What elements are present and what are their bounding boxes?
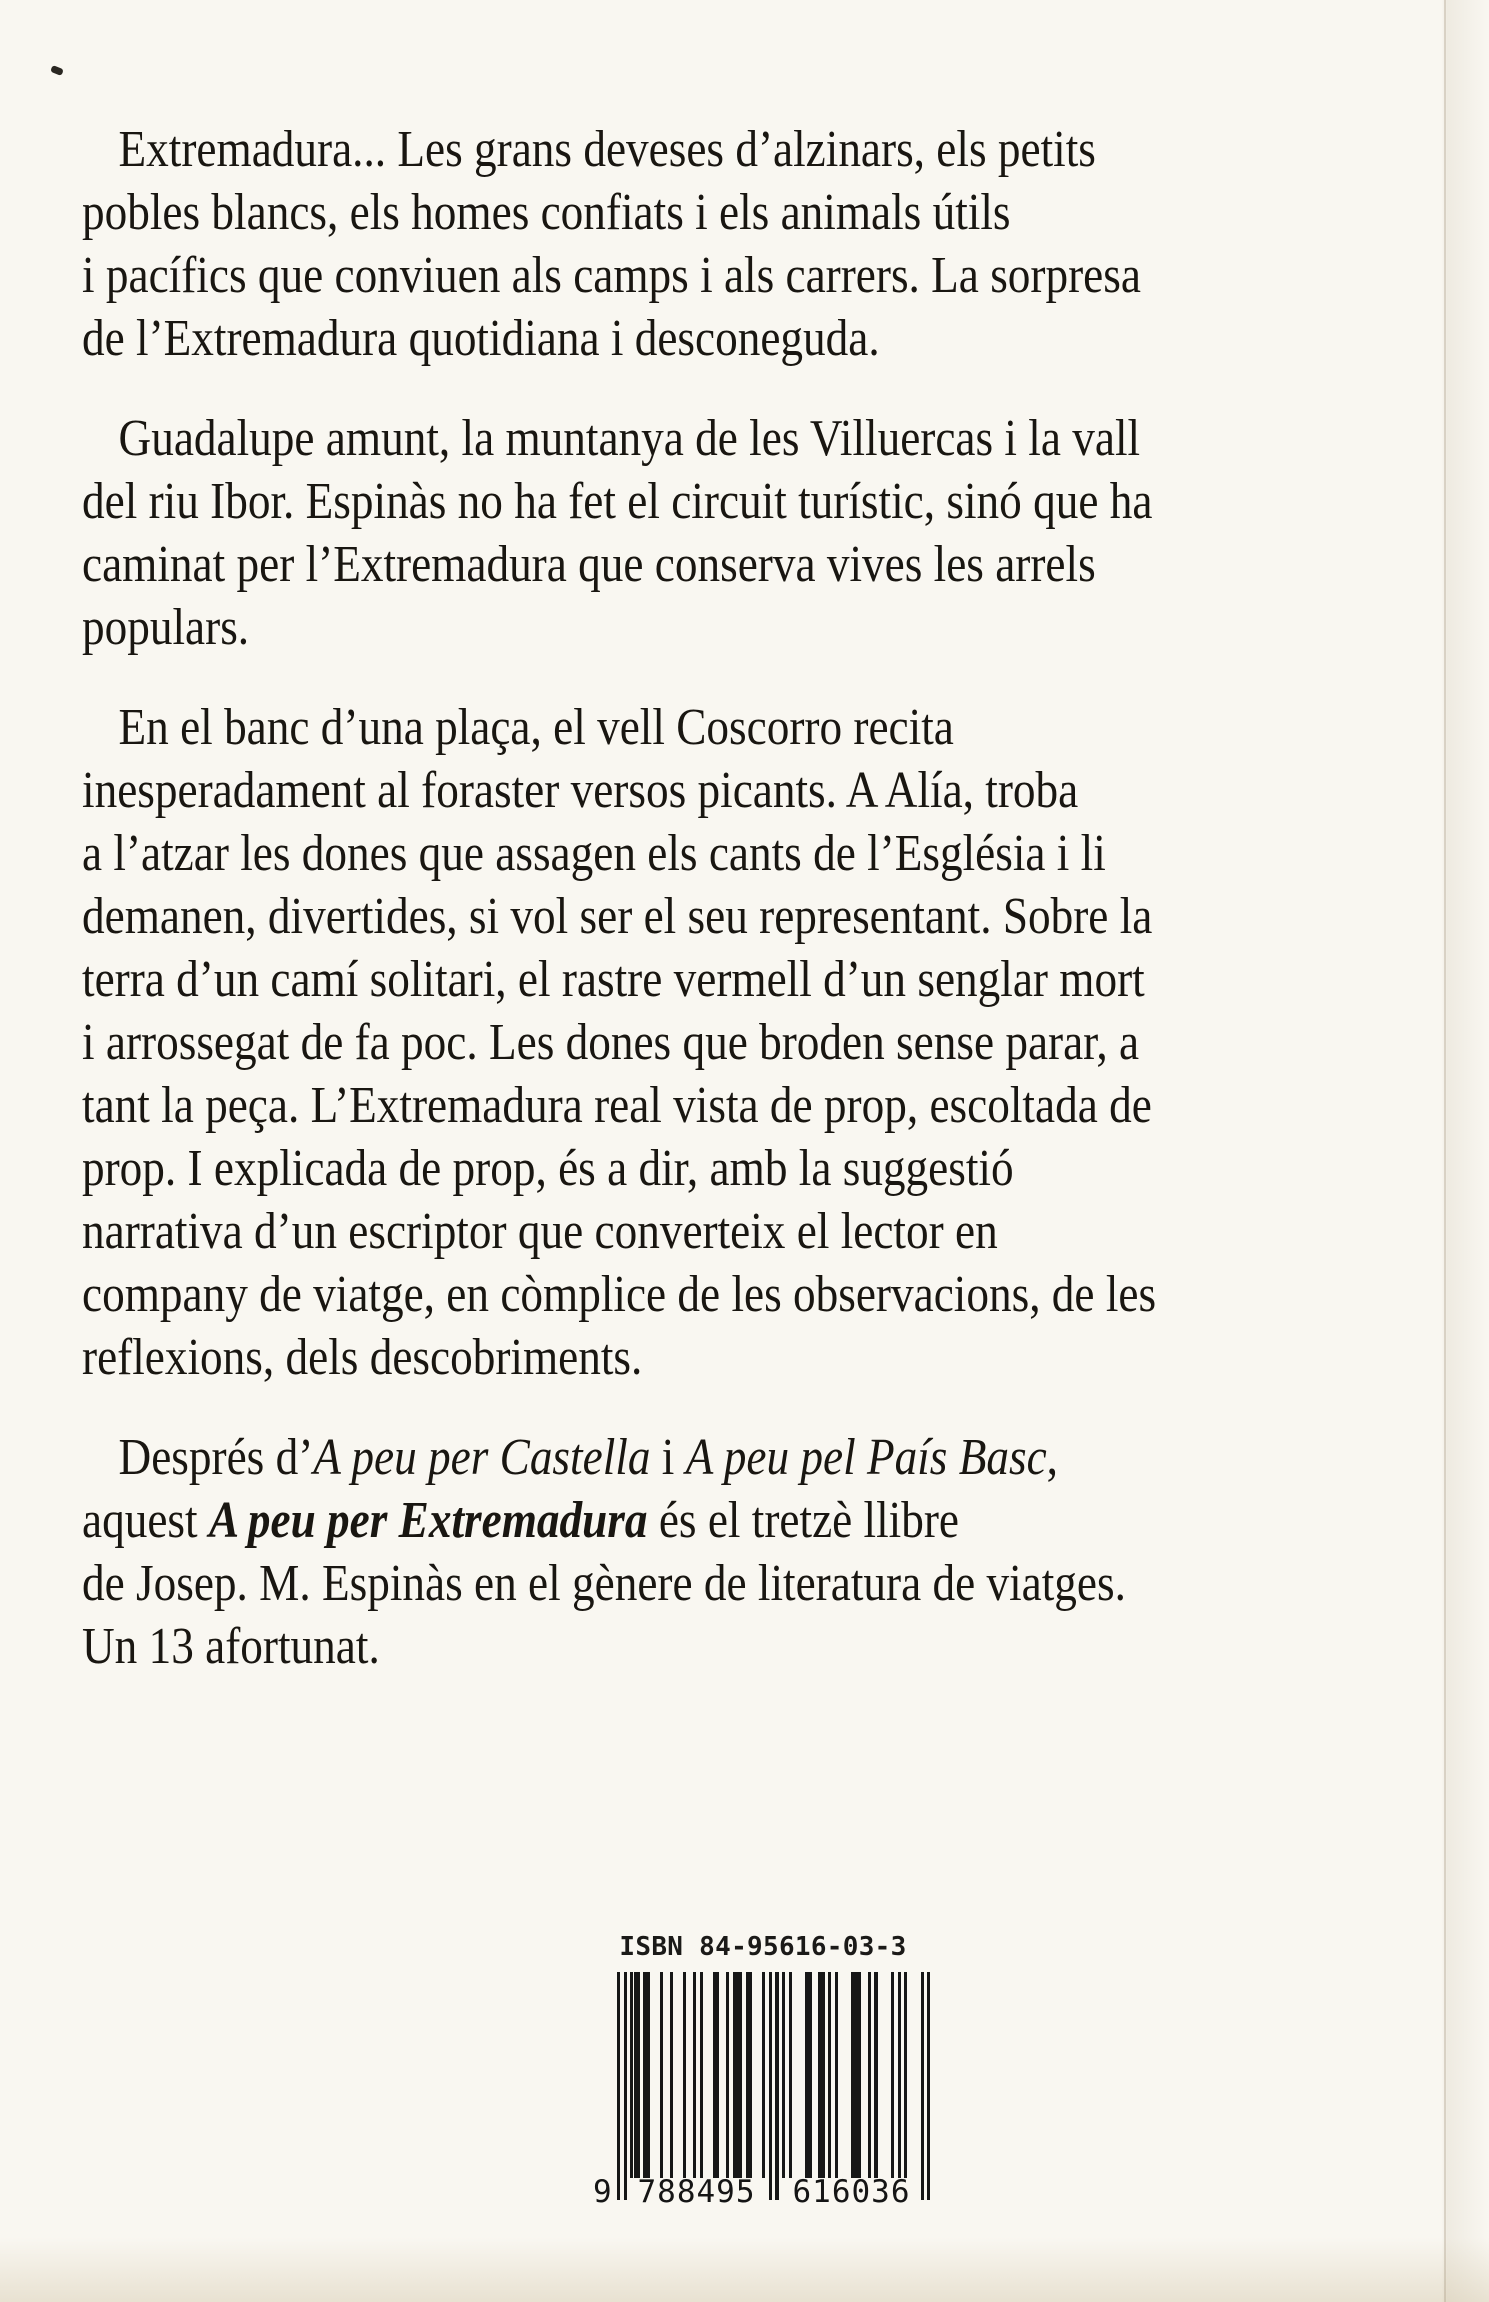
text-line [82,244,1274,307]
barcode-bar [822,1972,825,2178]
isbn-label: ISBN 84-95616-03-3 [619,1932,907,1962]
text-segment: reflexions, dels descobriments. [82,1329,643,1386]
barcode-bar [868,1972,871,2178]
barcode-bar [858,1972,861,2178]
barcode-digit-group-2: 616036 [792,2174,911,2210]
text-line [82,1552,1274,1615]
barcode-bar [624,1972,627,2200]
text-segment: i arrossegat de fa poc. Les dones que broden sense parar, a [82,1014,1140,1071]
barcode-bar [808,1972,811,2178]
text-line [82,1263,1274,1326]
text-segment: demanen, divertides, si vol ser el seu representant. Sobre la [82,888,1153,945]
text-segment: a l’atzar les dones que assagen els cants de l’Església i li [82,825,1106,882]
barcode-bar [749,1972,752,2178]
barcode-bar [898,1972,901,2178]
barcode-digit-left: 9 [593,2174,612,2210]
barcode-bar [891,1972,894,2178]
barcode-bar [637,1972,640,2178]
text-segment: inesperadament al foraster versos picants. A Alía, troba [82,762,1079,819]
text-line [82,1426,1274,1489]
text-segment: és el tretzè llibre [647,1492,960,1549]
barcode-bar [904,1972,907,2178]
text-segment: Després d’ [118,1429,314,1486]
text-segment: i pacífics que conviuen als camps i als carrers. La sorpresa [82,247,1141,304]
text-line [82,1326,1274,1389]
text-segment: pobles blancs, els homes confiats i els animals útils [82,184,1011,241]
barcode-bar [660,1972,663,2178]
text-segment: tant la peça. L’Extremadura real vista de prop, escoltada de [82,1077,1152,1134]
text-line [82,1615,1274,1678]
barcode-bar [716,1972,719,2178]
text-segment: caminat per l’Extremadura que conserva vives les arrels [82,536,1096,593]
barcode-bar [693,1972,696,2178]
barcode-bars [617,1972,931,2200]
barcode-bar [762,1972,765,2178]
barcode-bar [617,1972,620,2200]
text-line [82,948,1274,1011]
text-segment: company de viatge, en còmplice de les observacions, de les [82,1266,1157,1323]
barcode-bar [647,1972,650,2178]
text-segment: A peu pel País Basc [685,1429,1047,1486]
text-segment: aquest [82,1492,209,1549]
text-line [82,759,1274,822]
text-segment: prop. I explicada de prop, és a dir, amb la suggestió [82,1140,1014,1197]
paragraph [82,407,1452,659]
text-line [82,533,1274,596]
barcode-bar [835,1972,838,2178]
barcode-bar [927,1972,930,2200]
text-line [82,470,1274,533]
text-segment: Extremadura... Les grans deveses d’alzinars, els petits [118,121,1096,178]
text-line [82,307,1274,370]
barcode-bar [775,1972,778,2200]
barcode-bar [828,1972,831,2178]
barcode-bar [700,1972,703,2178]
text-line [82,596,1274,659]
barcode-bar [782,1972,785,2178]
paragraph [82,696,1452,1389]
text-segment: terra d’un camí solitari, el rastre vermell d’un senglar mort [82,951,1145,1008]
text-segment: En el banc d’una plaça, el vell Coscorro recita [118,699,954,756]
text-segment: del riu Ibor. Espinàs no ha fet el circuit turístic, sinó que ha [82,473,1153,530]
barcode-digit-group-1: 788495 [637,2174,756,2210]
text-segment: i [650,1429,686,1486]
text-segment: de Josep. M. Espinàs en el gènere de literatura de viatges. [82,1555,1126,1612]
barcode-bar [789,1972,792,2178]
text-line [82,1011,1274,1074]
text-line [82,118,1274,181]
back-cover-text [82,118,1452,1678]
paragraph [82,1426,1452,1678]
text-segment: narrativa d’un escriptor que converteix el lector en [82,1203,998,1260]
barcode-bar [874,1972,877,2178]
text-line [82,696,1274,759]
paragraph [82,118,1452,370]
text-segment: Guadalupe amunt, la muntanya de les Villuercas i la vall [118,410,1141,467]
text-segment: A peu per Castella [313,1429,651,1486]
scan-speck [50,65,64,76]
text-segment: de l’Extremadura quotidiana i desconeguda. [82,310,880,367]
text-line [82,181,1274,244]
text-line [82,1200,1274,1263]
text-segment: populars. [82,599,250,656]
text-segment: , [1046,1429,1058,1486]
text-line [82,1137,1274,1200]
text-line [82,407,1274,470]
barcode-bar [921,1972,924,2200]
text-segment: Un 13 afortunat. [82,1618,380,1675]
barcode-bar [670,1972,673,2178]
text-line [82,822,1274,885]
isbn-block [593,1932,933,2214]
barcode-bar [683,1972,686,2178]
text-segment: A peu per Extremadura [208,1492,648,1549]
barcode-bar [726,1972,729,2178]
text-line [82,1489,1274,1552]
barcode-bar [739,1972,742,2178]
barcode-bar [769,1972,772,2200]
text-line [82,1074,1274,1137]
text-line [82,885,1274,948]
